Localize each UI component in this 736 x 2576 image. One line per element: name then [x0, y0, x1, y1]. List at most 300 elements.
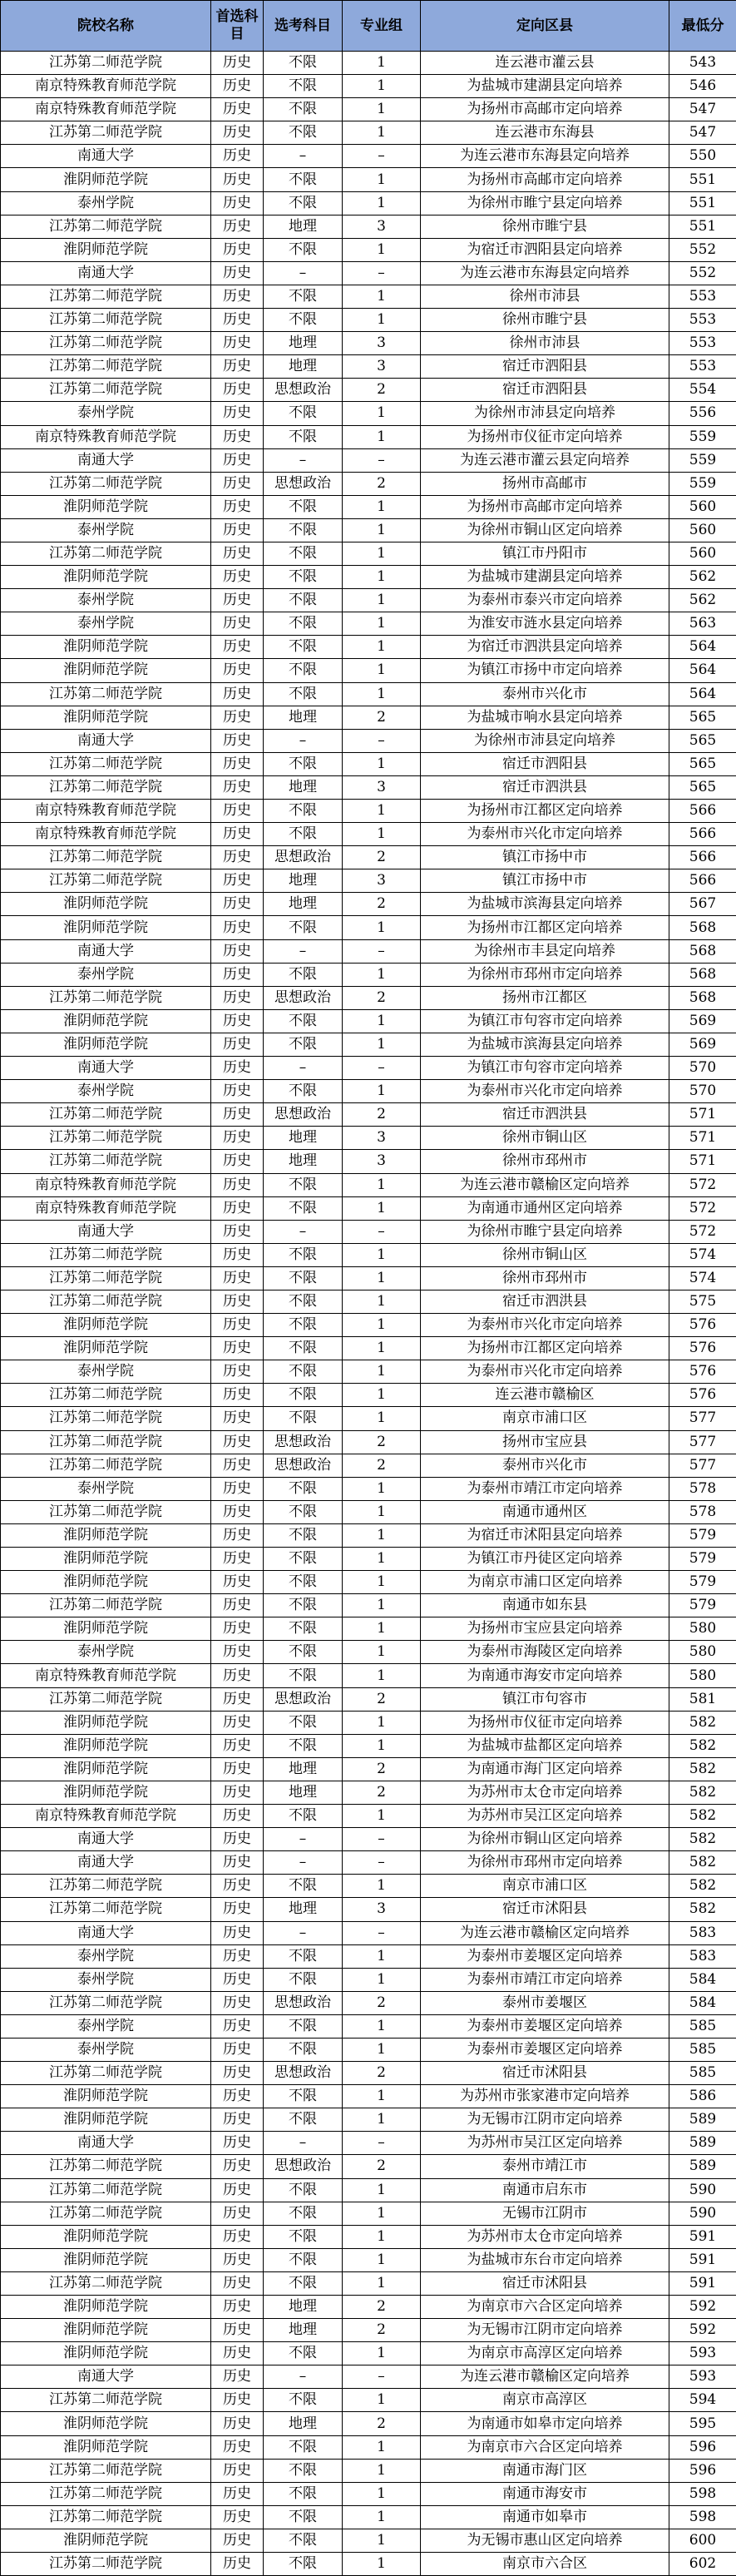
- cell-elective-subject: 地理: [264, 1127, 343, 1150]
- cell-elective-subject: 思想政治: [264, 986, 343, 1009]
- cell-elective-subject: –: [264, 145, 343, 168]
- cell-elective-subject: 不限: [264, 589, 343, 612]
- cell-elective-subject: 不限: [264, 402, 343, 425]
- cell-major-group: 1: [343, 1080, 421, 1103]
- cell-min-score: 590: [669, 2202, 736, 2225]
- cell-school: 泰州学院: [1, 1641, 211, 1664]
- cell-target-area: 扬州市高邮市: [421, 472, 669, 495]
- cell-target-area: 为淮安市涟水县定向培养: [421, 612, 669, 636]
- cell-first-subject: 历史: [211, 1828, 264, 1851]
- cell-min-score: 559: [669, 448, 736, 472]
- cell-major-group: 1: [343, 1548, 421, 1571]
- table-row: [1, 1594, 736, 1617]
- table-row: [1, 1944, 736, 1968]
- cell-school: 江苏第二师范学院: [1, 1991, 211, 2014]
- table-row: [1, 1103, 736, 1127]
- cell-school: 淮阴师范学院: [1, 893, 211, 916]
- cell-target-area: 宿迁市泗洪县: [421, 1103, 669, 1127]
- cell-first-subject: 历史: [211, 986, 264, 1009]
- table-row: [1, 98, 736, 121]
- cell-min-score: 571: [669, 1127, 736, 1150]
- cell-elective-subject: 思想政治: [264, 379, 343, 402]
- cell-elective-subject: 不限: [264, 2529, 343, 2552]
- cell-major-group: 1: [343, 659, 421, 682]
- cell-first-subject: 历史: [211, 963, 264, 986]
- cell-first-subject: 历史: [211, 636, 264, 659]
- table-row: [1, 823, 736, 846]
- cell-min-score: 593: [669, 2365, 736, 2389]
- cell-school: 南通大学: [1, 448, 211, 472]
- cell-first-subject: 历史: [211, 2342, 264, 2365]
- cell-major-group: 1: [343, 1477, 421, 1500]
- cell-school: 淮阴师范学院: [1, 1314, 211, 1337]
- cell-school: 淮阴师范学院: [1, 659, 211, 682]
- cell-target-area: 为无锡市江阴市定向培养: [421, 2108, 669, 2132]
- cell-target-area: 为徐州市丰县定向培养: [421, 939, 669, 963]
- cell-school: 江苏第二师范学院: [1, 2202, 211, 2225]
- table-row: [1, 495, 736, 518]
- cell-major-group: 1: [343, 495, 421, 518]
- cell-target-area: 为南通市通州区定向培养: [421, 1196, 669, 1220]
- cell-target-area: 宿迁市泗洪县: [421, 1290, 669, 1313]
- cell-first-subject: 历史: [211, 1781, 264, 1804]
- cell-min-score: 580: [669, 1617, 736, 1641]
- cell-elective-subject: 不限: [264, 1266, 343, 1290]
- cell-min-score: 574: [669, 1266, 736, 1290]
- cell-min-score: 583: [669, 1921, 736, 1944]
- cell-min-score: 602: [669, 2553, 736, 2576]
- table-row: [1, 1196, 736, 1220]
- cell-school: 江苏第二师范学院: [1, 2271, 211, 2295]
- cell-school: 南通大学: [1, 1828, 211, 1851]
- header-min-score: 最低分: [669, 1, 736, 52]
- cell-elective-subject: 思想政治: [264, 472, 343, 495]
- cell-min-score: 589: [669, 2155, 736, 2178]
- cell-first-subject: 历史: [211, 1523, 264, 1547]
- cell-elective-subject: 不限: [264, 309, 343, 332]
- table-row: [1, 1009, 736, 1033]
- cell-min-score: 566: [669, 823, 736, 846]
- cell-first-subject: 历史: [211, 1360, 264, 1384]
- cell-target-area: 连云港市东海县: [421, 121, 669, 145]
- table-row: [1, 518, 736, 542]
- table-row: [1, 2062, 736, 2085]
- cell-min-score: 569: [669, 1009, 736, 1033]
- cell-target-area: 为徐州市铜山区定向培养: [421, 518, 669, 542]
- cell-min-score: 577: [669, 1454, 736, 1477]
- table-row: [1, 238, 736, 261]
- cell-first-subject: 历史: [211, 2389, 264, 2412]
- cell-min-score: 568: [669, 963, 736, 986]
- cell-first-subject: 历史: [211, 1407, 264, 1430]
- cell-first-subject: 历史: [211, 2435, 264, 2459]
- cell-major-group: 1: [343, 1290, 421, 1313]
- cell-target-area: 南通市启东市: [421, 2178, 669, 2202]
- cell-min-score: 598: [669, 2482, 736, 2505]
- cell-min-score: 564: [669, 682, 736, 706]
- cell-school: 江苏第二师范学院: [1, 1687, 211, 1711]
- cell-min-score: 585: [669, 2014, 736, 2038]
- cell-elective-subject: 不限: [264, 1571, 343, 1594]
- cell-school: 江苏第二师范学院: [1, 1103, 211, 1127]
- cell-school: 泰州学院: [1, 1360, 211, 1384]
- cell-min-score: 586: [669, 2085, 736, 2108]
- header-first-subject: 首选科目: [211, 1, 264, 52]
- cell-min-score: 592: [669, 2296, 736, 2319]
- cell-first-subject: 历史: [211, 332, 264, 355]
- cell-first-subject: 历史: [211, 52, 264, 75]
- cell-major-group: 1: [343, 1407, 421, 1430]
- cell-target-area: 扬州市宝应县: [421, 1430, 669, 1454]
- cell-min-score: 589: [669, 2108, 736, 2132]
- cell-school: 南通大学: [1, 261, 211, 285]
- cell-elective-subject: 不限: [264, 1384, 343, 1407]
- table-row: [1, 986, 736, 1009]
- cell-major-group: 1: [343, 1664, 421, 1687]
- cell-target-area: 为南京市六合区定向培养: [421, 2435, 669, 2459]
- cell-target-area: 镇江市扬中市: [421, 846, 669, 869]
- cell-school: 江苏第二师范学院: [1, 1266, 211, 1290]
- cell-first-subject: 历史: [211, 729, 264, 752]
- cell-first-subject: 历史: [211, 1851, 264, 1875]
- cell-first-subject: 历史: [211, 775, 264, 799]
- cell-school: 淮阴师范学院: [1, 1523, 211, 1547]
- cell-elective-subject: 不限: [264, 1033, 343, 1056]
- cell-min-score: 594: [669, 2389, 736, 2412]
- cell-min-score: 581: [669, 1687, 736, 1711]
- table-row: [1, 215, 736, 238]
- cell-min-score: 590: [669, 2178, 736, 2202]
- cell-target-area: 为徐州市沛县定向培养: [421, 402, 669, 425]
- cell-first-subject: 历史: [211, 1477, 264, 1500]
- cell-school: 南通大学: [1, 145, 211, 168]
- cell-major-group: 1: [343, 2085, 421, 2108]
- cell-school: 江苏第二师范学院: [1, 285, 211, 308]
- table-row: [1, 1734, 736, 1757]
- table-row: [1, 2505, 736, 2529]
- cell-major-group: –: [343, 1220, 421, 1243]
- cell-first-subject: 历史: [211, 1548, 264, 1571]
- cell-min-score: 559: [669, 472, 736, 495]
- cell-major-group: 2: [343, 1991, 421, 2014]
- cell-target-area: 徐州市铜山区: [421, 1127, 669, 1150]
- cell-elective-subject: 不限: [264, 518, 343, 542]
- cell-major-group: 1: [343, 1033, 421, 1056]
- cell-first-subject: 历史: [211, 1734, 264, 1757]
- cell-major-group: 1: [343, 309, 421, 332]
- cell-major-group: 1: [343, 285, 421, 308]
- cell-first-subject: 历史: [211, 1500, 264, 1523]
- cell-school: 泰州学院: [1, 1944, 211, 1968]
- cell-major-group: 1: [343, 1617, 421, 1641]
- cell-school: 南京特殊教育师范学院: [1, 800, 211, 823]
- cell-min-score: 572: [669, 1220, 736, 1243]
- cell-major-group: 1: [343, 589, 421, 612]
- table-row: [1, 1407, 736, 1430]
- cell-first-subject: 历史: [211, 1687, 264, 1711]
- cell-school: 江苏第二师范学院: [1, 332, 211, 355]
- table-row: [1, 472, 736, 495]
- table-row: [1, 1571, 736, 1594]
- table-row: [1, 2319, 736, 2342]
- cell-school: 江苏第二师范学院: [1, 379, 211, 402]
- cell-elective-subject: 不限: [264, 1407, 343, 1430]
- cell-school: 江苏第二师范学院: [1, 1898, 211, 1921]
- cell-first-subject: 历史: [211, 2482, 264, 2505]
- cell-major-group: 1: [343, 2248, 421, 2271]
- table-row: [1, 963, 736, 986]
- cell-first-subject: 历史: [211, 1805, 264, 1828]
- cell-min-score: 568: [669, 916, 736, 939]
- cell-target-area: 为徐州市铜山区定向培养: [421, 1828, 669, 1851]
- cell-school: 淮阴师范学院: [1, 1734, 211, 1757]
- cell-min-score: 585: [669, 2062, 736, 2085]
- cell-school: 南京特殊教育师范学院: [1, 98, 211, 121]
- cell-elective-subject: 地理: [264, 332, 343, 355]
- cell-major-group: 3: [343, 332, 421, 355]
- cell-major-group: 1: [343, 2529, 421, 2552]
- cell-target-area: 为泰州市兴化市定向培养: [421, 823, 669, 846]
- cell-elective-subject: 思想政治: [264, 1991, 343, 2014]
- cell-first-subject: 历史: [211, 2038, 264, 2061]
- cell-school: 淮阴师范学院: [1, 2435, 211, 2459]
- cell-major-group: 2: [343, 2319, 421, 2342]
- cell-min-score: 574: [669, 1243, 736, 1266]
- cell-target-area: 为连云港市赣榆区定向培养: [421, 1921, 669, 1944]
- cell-first-subject: 历史: [211, 2062, 264, 2085]
- cell-elective-subject: 不限: [264, 682, 343, 706]
- cell-first-subject: 历史: [211, 1430, 264, 1454]
- cell-school: 江苏第二师范学院: [1, 1407, 211, 1430]
- cell-elective-subject: 不限: [264, 238, 343, 261]
- table-row: [1, 168, 736, 191]
- cell-school: 南通大学: [1, 2365, 211, 2389]
- cell-major-group: 3: [343, 215, 421, 238]
- cell-first-subject: 历史: [211, 2319, 264, 2342]
- table-row: [1, 1523, 736, 1547]
- cell-elective-subject: 思想政治: [264, 846, 343, 869]
- cell-major-group: 3: [343, 1150, 421, 1173]
- cell-target-area: 连云港市赣榆区: [421, 1384, 669, 1407]
- cell-first-subject: 历史: [211, 542, 264, 565]
- cell-major-group: 1: [343, 1805, 421, 1828]
- cell-school: 泰州学院: [1, 191, 211, 215]
- cell-major-group: 1: [343, 1314, 421, 1337]
- cell-first-subject: 历史: [211, 2553, 264, 2576]
- table-row: [1, 800, 736, 823]
- cell-first-subject: 历史: [211, 2202, 264, 2225]
- table-row: [1, 261, 736, 285]
- cell-first-subject: 历史: [211, 1314, 264, 1337]
- cell-elective-subject: 不限: [264, 75, 343, 98]
- table-row: [1, 1898, 736, 1921]
- cell-min-score: 582: [669, 1828, 736, 1851]
- cell-major-group: 1: [343, 2505, 421, 2529]
- cell-school: 淮阴师范学院: [1, 1711, 211, 1734]
- cell-major-group: 1: [343, 2202, 421, 2225]
- table-row: [1, 1617, 736, 1641]
- cell-elective-subject: 不限: [264, 1805, 343, 1828]
- cell-target-area: 为扬州市仪征市定向培养: [421, 1711, 669, 1734]
- cell-major-group: 1: [343, 1594, 421, 1617]
- cell-first-subject: 历史: [211, 402, 264, 425]
- cell-elective-subject: 思想政治: [264, 1687, 343, 1711]
- cell-school: 淮阴师范学院: [1, 1757, 211, 1781]
- cell-first-subject: 历史: [211, 1664, 264, 1687]
- cell-min-score: 572: [669, 1173, 736, 1196]
- table-row: [1, 2108, 736, 2132]
- cell-elective-subject: 不限: [264, 191, 343, 215]
- cell-min-score: 547: [669, 121, 736, 145]
- cell-school: 泰州学院: [1, 2014, 211, 2038]
- cell-school: 江苏第二师范学院: [1, 775, 211, 799]
- cell-school: 淮阴师范学院: [1, 1571, 211, 1594]
- cell-school: 江苏第二师范学院: [1, 1594, 211, 1617]
- cell-major-group: –: [343, 1828, 421, 1851]
- cell-target-area: 为徐州市邳州市定向培养: [421, 1851, 669, 1875]
- cell-target-area: 宿迁市沭阳县: [421, 2271, 669, 2295]
- cell-school: 江苏第二师范学院: [1, 472, 211, 495]
- cell-first-subject: 历史: [211, 518, 264, 542]
- cell-elective-subject: 地理: [264, 2296, 343, 2319]
- cell-min-score: 552: [669, 238, 736, 261]
- cell-target-area: 为扬州市江都区定向培养: [421, 916, 669, 939]
- cell-school: 江苏第二师范学院: [1, 752, 211, 775]
- table-row: [1, 2132, 736, 2155]
- cell-first-subject: 历史: [211, 659, 264, 682]
- cell-first-subject: 历史: [211, 1033, 264, 1056]
- cell-major-group: 1: [343, 636, 421, 659]
- table-row: [1, 2553, 736, 2576]
- cell-min-score: 589: [669, 2132, 736, 2155]
- cell-school: 泰州学院: [1, 963, 211, 986]
- cell-school: 淮阴师范学院: [1, 706, 211, 729]
- cell-target-area: 为无锡市江阴市定向培养: [421, 2319, 669, 2342]
- cell-first-subject: 历史: [211, 1711, 264, 1734]
- cell-target-area: 为盐城市建湖县定向培养: [421, 75, 669, 98]
- table-row: [1, 1266, 736, 1290]
- table-row: [1, 1057, 736, 1080]
- cell-school: 泰州学院: [1, 402, 211, 425]
- cell-school: 江苏第二师范学院: [1, 2459, 211, 2482]
- cell-elective-subject: 地理: [264, 355, 343, 379]
- table-row: [1, 2202, 736, 2225]
- cell-major-group: –: [343, 145, 421, 168]
- table-row: [1, 1243, 736, 1266]
- cell-first-subject: 历史: [211, 2248, 264, 2271]
- cell-target-area: 为盐城市盐都区定向培养: [421, 1734, 669, 1757]
- cell-major-group: 1: [343, 2553, 421, 2576]
- cell-major-group: 1: [343, 1173, 421, 1196]
- cell-first-subject: 历史: [211, 168, 264, 191]
- cell-target-area: 为扬州市江都区定向培养: [421, 800, 669, 823]
- cell-school: 江苏第二师范学院: [1, 1500, 211, 1523]
- cell-school: 淮阴师范学院: [1, 2085, 211, 2108]
- table-row: [1, 869, 736, 893]
- cell-target-area: 徐州市睢宁县: [421, 309, 669, 332]
- table-row: [1, 2248, 736, 2271]
- cell-elective-subject: 不限: [264, 1968, 343, 1991]
- cell-elective-subject: 不限: [264, 2435, 343, 2459]
- cell-target-area: 为无锡市惠山区定向培养: [421, 2529, 669, 2552]
- cell-major-group: 1: [343, 1009, 421, 1033]
- cell-first-subject: 历史: [211, 2365, 264, 2389]
- cell-school: 淮阴师范学院: [1, 916, 211, 939]
- table-row: [1, 612, 736, 636]
- cell-first-subject: 历史: [211, 285, 264, 308]
- cell-target-area: 连云港市灌云县: [421, 52, 669, 75]
- cell-first-subject: 历史: [211, 1127, 264, 1150]
- cell-first-subject: 历史: [211, 566, 264, 589]
- cell-target-area: 为苏州市太仓市定向培养: [421, 2225, 669, 2248]
- cell-school: 江苏第二师范学院: [1, 542, 211, 565]
- cell-first-subject: 历史: [211, 706, 264, 729]
- cell-school: 江苏第二师范学院: [1, 2062, 211, 2085]
- cell-elective-subject: 不限: [264, 2248, 343, 2271]
- cell-major-group: 1: [343, 2271, 421, 2295]
- cell-target-area: 为连云港市东海县定向培养: [421, 145, 669, 168]
- cell-min-score: 582: [669, 1757, 736, 1781]
- cell-target-area: 为扬州市高邮市定向培养: [421, 98, 669, 121]
- cell-min-score: 591: [669, 2225, 736, 2248]
- cell-first-subject: 历史: [211, 1921, 264, 1944]
- cell-school: 南京特殊教育师范学院: [1, 425, 211, 448]
- cell-target-area: 镇江市扬中市: [421, 869, 669, 893]
- cell-first-subject: 历史: [211, 682, 264, 706]
- cell-target-area: 徐州市睢宁县: [421, 215, 669, 238]
- table-row: [1, 2155, 736, 2178]
- cell-first-subject: 历史: [211, 2529, 264, 2552]
- cell-elective-subject: 不限: [264, 542, 343, 565]
- cell-major-group: 2: [343, 2412, 421, 2435]
- cell-target-area: 南京市六合区: [421, 2553, 669, 2576]
- cell-major-group: 2: [343, 379, 421, 402]
- cell-school: 江苏第二师范学院: [1, 869, 211, 893]
- cell-target-area: 为宿迁市泗阳县定向培养: [421, 238, 669, 261]
- cell-target-area: 为苏州市吴江区定向培养: [421, 1805, 669, 1828]
- cell-first-subject: 历史: [211, 612, 264, 636]
- cell-first-subject: 历史: [211, 309, 264, 332]
- cell-min-score: 576: [669, 1337, 736, 1360]
- cell-major-group: 2: [343, 893, 421, 916]
- cell-min-score: 556: [669, 402, 736, 425]
- cell-school: 淮阴师范学院: [1, 1781, 211, 1804]
- table-row: [1, 1828, 736, 1851]
- cell-elective-subject: –: [264, 1057, 343, 1080]
- table-row: [1, 2085, 736, 2108]
- cell-target-area: 无锡市江阴市: [421, 2202, 669, 2225]
- cell-school: 淮阴师范学院: [1, 566, 211, 589]
- cell-major-group: 1: [343, 823, 421, 846]
- cell-school: 淮阴师范学院: [1, 1033, 211, 1056]
- cell-elective-subject: 不限: [264, 2482, 343, 2505]
- cell-elective-subject: 不限: [264, 285, 343, 308]
- cell-major-group: 2: [343, 1103, 421, 1127]
- cell-major-group: 1: [343, 1641, 421, 1664]
- cell-first-subject: 历史: [211, 2132, 264, 2155]
- cell-elective-subject: 不限: [264, 2389, 343, 2412]
- cell-school: 南京特殊教育师范学院: [1, 1173, 211, 1196]
- cell-target-area: 扬州市江都区: [421, 986, 669, 1009]
- cell-first-subject: 历史: [211, 238, 264, 261]
- cell-first-subject: 历史: [211, 2505, 264, 2529]
- cell-major-group: 1: [343, 916, 421, 939]
- cell-min-score: 567: [669, 893, 736, 916]
- cell-first-subject: 历史: [211, 869, 264, 893]
- cell-school: 淮阴师范学院: [1, 2412, 211, 2435]
- cell-target-area: 南通市海门区: [421, 2459, 669, 2482]
- cell-first-subject: 历史: [211, 425, 264, 448]
